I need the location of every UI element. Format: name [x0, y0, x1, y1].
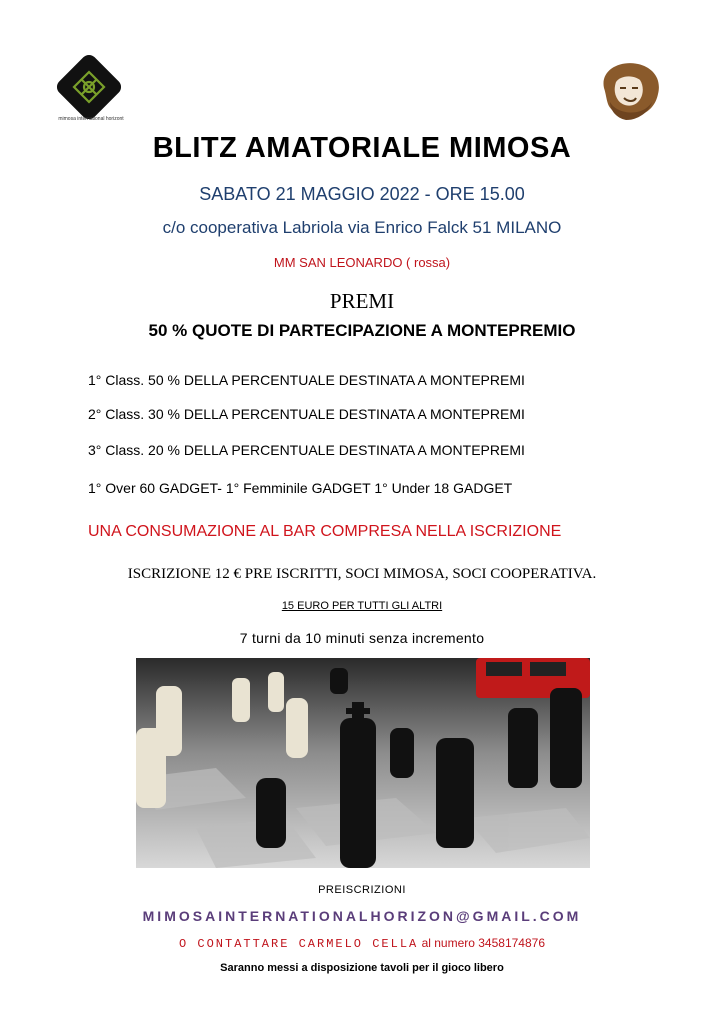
logo-caption: mimosa international horizont: [58, 116, 124, 122]
prize-line: 2° Class. 30 % DELLA PERCENTUALE DESTINATA A MONTEPREMI: [88, 406, 525, 422]
rounds-info: 7 turni da 10 minuti senza incremento: [239, 630, 485, 646]
fee-others: 15 EURO PER TUTTI GLI ALTRI: [281, 600, 443, 612]
event-title: BLITZ AMATORIALE MIMOSA: [152, 132, 572, 164]
prizes-heading: PREMI: [329, 289, 395, 313]
chess-photo: [136, 658, 590, 868]
event-date: SABATO 21 MAGGIO 2022 - ORE 15.00: [199, 184, 525, 204]
prize-line: 1° Class. 50 % DELLA PERCENTUALE DESTINATA A MONTEPREMI: [88, 372, 525, 388]
prize-line: 3° Class. 20 % DELLA PERCENTUALE DESTINATA A MONTEPREMI: [88, 442, 525, 458]
mimosa-logo: [54, 52, 124, 122]
free-play-note: Saranno messi a disposizione tavoli per il gioco libero: [220, 962, 504, 974]
contact-number: al numero 3458174876: [421, 936, 545, 950]
contact-line: [0, 936, 724, 951]
portrait-logo: [590, 58, 668, 122]
contact-name: O CONTATTARE CARMELO CELLA: [178, 937, 419, 951]
contact-email[interactable]: MIMOSAINTERNATIONALHORIZON@GMAIL.COM: [142, 908, 582, 924]
prize-line: 1° Over 60 GADGET- 1° Femminile GADGET 1° Under 18 GADGET: [88, 480, 513, 496]
drink-notice: UNA CONSUMAZIONE AL BAR COMPRESA NELLA ISCRIZIONE: [88, 523, 562, 540]
event-venue: c/o cooperativa Labriola via Enrico Falck 51 MILANO: [162, 218, 562, 237]
metro-station: MM SAN LEONARDO ( rossa): [273, 255, 451, 270]
registration-fee: ISCRIZIONE 12 € PRE ISCRITTI, SOCI MIMOSA, SOCI COOPERATIVA.: [127, 566, 597, 582]
prizes-subheading: 50 % QUOTE DI PARTECIPAZIONE A MONTEPREMIO: [148, 321, 576, 340]
preregistration-label: PREISCRIZIONI: [318, 884, 406, 896]
